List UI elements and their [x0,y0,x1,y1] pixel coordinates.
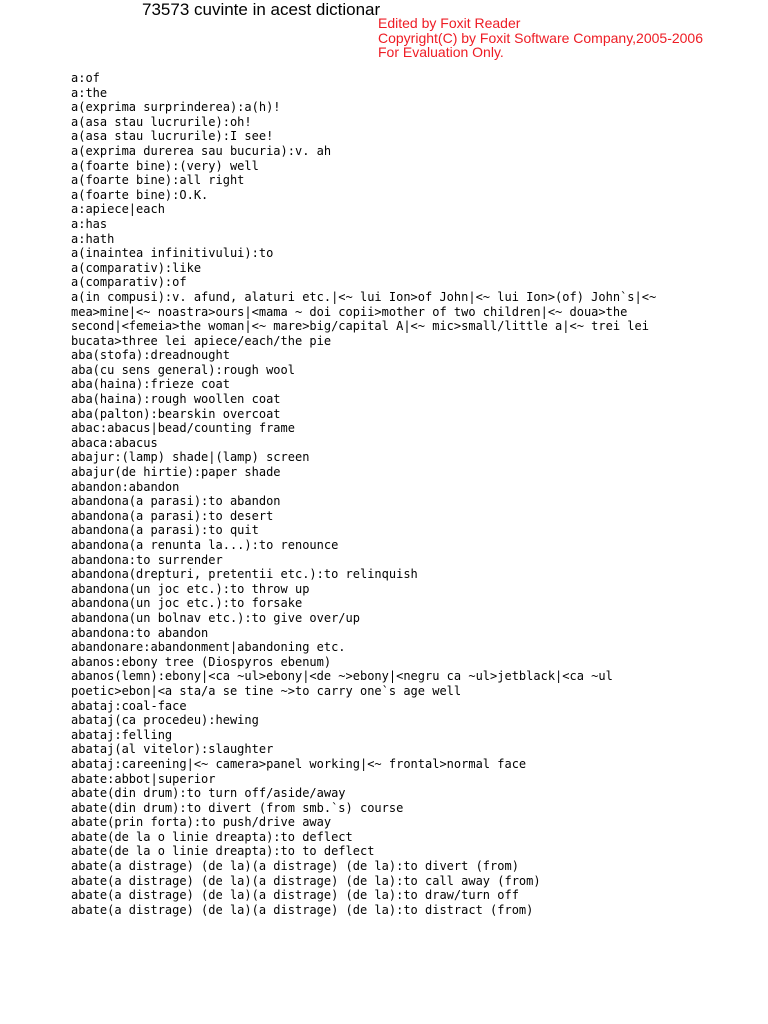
dictionary-entry: abate(a distrage) (de la)(a distrage) (de la):to call away (from) [71,873,541,888]
dictionary-entry: abate(prin forta):to push/drive away [71,815,332,830]
dictionary-entry: abajur(de hirtie):paper shade [71,465,281,480]
dictionary-entry: a(inaintea infinitivului):to [71,246,274,261]
dictionary-entry: abate:abbot|superior [71,771,216,786]
dictionary-entry: abate(de la o linie dreapta):to deflect [71,829,353,844]
dictionary-entry: abataj(ca procedeu):hewing [71,713,259,728]
dictionary-entry: abate(a distrage) (de la)(a distrage) (de la):to divert (from) [71,859,519,874]
dictionary-entry: abandona(un bolnav etc.):to give over/up [71,610,360,625]
dictionary-entry: a(asa stau lucrurile):oh! [71,114,252,129]
dictionary-entry: abataj(al vitelor):slaughter [71,742,274,757]
dictionary-entry: a(foarte bine):O.K. [71,187,209,202]
dictionary-entry: a:the [71,85,108,100]
dictionary-entry: a(foarte bine):(very) well [71,158,259,173]
dictionary-entry: a(foarte bine):all right [71,173,245,188]
dictionary-entry: abate(din drum):to divert (from smb.`s) course [71,800,404,815]
dictionary-entry: a(exprima durerea sau bucuria):v. ah [71,143,332,158]
dictionary-entry: abate(a distrage) (de la)(a distrage) (de la):to draw/turn off [71,888,519,903]
dictionary-entry: aba(haina):frieze coat [71,377,230,392]
dictionary-entry: abandona:to abandon [71,625,209,640]
dictionary-entry: abajur:(lamp) shade|(lamp) screen [71,450,310,465]
dictionary-entry: abandona(a renunta la...):to renounce [71,538,339,552]
dictionary-entry-list [71,71,761,917]
dictionary-entry: abandona:to surrender [71,552,223,567]
dictionary-entry: a(comparativ):like [71,260,202,275]
dictionary-entry: abate(a distrage) (de la)(a distrage) (de la):to distract (from) [71,902,534,917]
dictionary-entry: abaca:abacus [71,435,158,450]
dictionary-entry: a:of [71,71,100,85]
watermark-line: Edited by Foxit Reader [378,15,521,31]
dictionary-entry: abanos:ebony tree (Diospyros ebenum) [71,654,332,669]
dictionary-entry: a:apiece|each [71,202,165,217]
dictionary-entry: abandona(drepturi, pretentii etc.):to relinquish [71,567,418,582]
page-title: 73573 cuvinte in acest dictionar [142,0,381,19]
dictionary-entry: abandon:abandon [71,479,180,494]
dictionary-entry: aba(haina):rough woollen coat [71,392,281,407]
dictionary-entry: abate(din drum):to turn off/aside/away [71,786,346,801]
watermark-line: For Evaluation Only. [378,44,504,61]
dictionary-entry: poetic>ebon|<a sta/a se tine ~>to carry one`s age well [71,683,462,698]
dictionary-entry: abandona(a parasi):to desert [71,508,274,523]
dictionary-entry: second|<femeia>the woman|<~ mare>big/capital A|<~ mic>small/little a|<~ trei lei [71,319,649,334]
dictionary-entry: mea>mine|<~ noastra>ours|<mama ~ doi copii>mother of two children|<~ doua>the [71,304,628,319]
dictionary-entry: bucata>three lei apiece/each/the pie [71,333,332,348]
dictionary-entry: abate(de la o linie dreapta):to to deflect [71,844,375,859]
dictionary-entry: a(comparativ):of [71,275,187,290]
dictionary-entry: aba(palton):bearskin overcoat [71,406,281,421]
dictionary-entry: a(exprima surprinderea):a(h)! [71,100,281,115]
dictionary-entry: abandonare:abandonment|abandoning etc. [71,640,346,655]
watermark-line: Copyright(C) by Foxit Software Company,2005-2006 [378,29,704,46]
dictionary-entry: a:hath [71,231,115,246]
dictionary-entry: a:has [71,216,108,231]
dictionary-entry: abataj:coal-face [71,698,187,713]
dictionary-entry: abanos(lemn):ebony|<ca ~ul>ebony|<de ~>ebony|<negru ca ~ul>jetblack|<ca ~ul [71,669,613,684]
dictionary-entry: abandona(un joc etc.):to throw up [71,581,310,596]
dictionary-entry: aba(stofa):dreadnought [71,348,230,363]
dictionary-entry: abandona(a parasi):to abandon [71,494,281,509]
evaluation-watermark [378,16,703,60]
dictionary-entry: abataj:careening|<~ camera>panel working|<~ frontal>normal face [71,756,527,771]
dictionary-entry: aba(cu sens general):rough wool [71,362,295,377]
dictionary-entry: abataj:felling [71,727,173,742]
dictionary-entry: a(asa stau lucrurile):I see! [71,129,274,144]
dictionary-entry: a(in compusi):v. afund, alaturi etc.|<~ lui Ion>of John|<~ lui Ion>(of) John`s|<~ [71,289,657,304]
dictionary-entry: abandona(a parasi):to quit [71,523,259,538]
dictionary-entry: abandona(un joc etc.):to forsake [71,596,303,611]
dictionary-entry: abac:abacus|bead/counting frame [71,421,295,436]
